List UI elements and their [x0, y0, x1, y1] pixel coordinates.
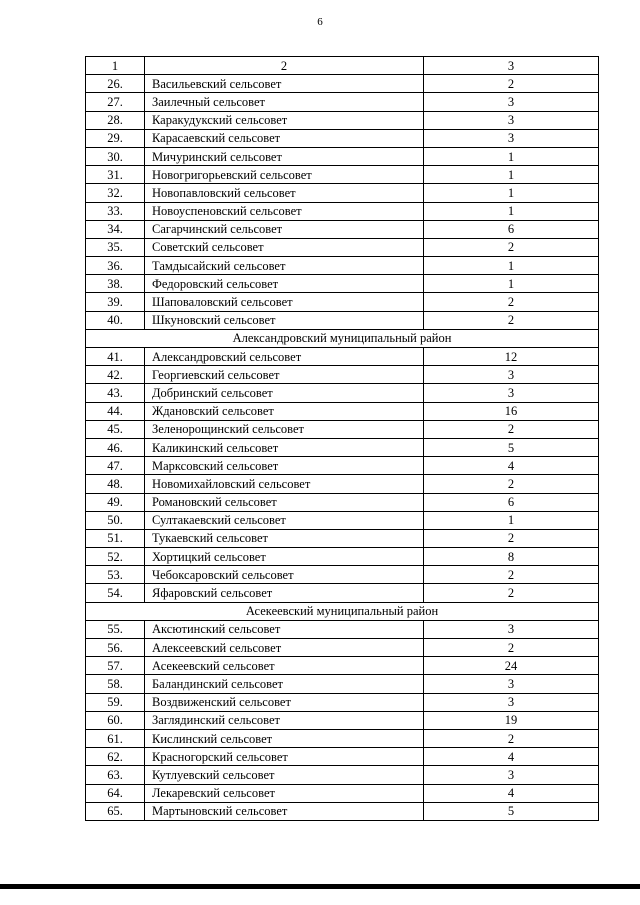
- row-name: Ждановский сельсовет: [145, 402, 424, 420]
- table-row: [86, 257, 599, 275]
- row-number: 49.: [86, 493, 145, 511]
- row-name: Зеленорощинский сельсовет: [145, 420, 424, 438]
- row-number: 30.: [86, 147, 145, 165]
- row-number: 61.: [86, 729, 145, 747]
- row-name: Яфаровский сельсовет: [145, 584, 424, 602]
- row-number: 27.: [86, 93, 145, 111]
- table-row: [86, 620, 599, 638]
- row-name: Шаповаловский сельсовет: [145, 293, 424, 311]
- row-name: Красногорский сельсовет: [145, 748, 424, 766]
- table-row: [86, 657, 599, 675]
- row-value: 4: [424, 457, 599, 475]
- row-number: 54.: [86, 584, 145, 602]
- row-number: 55.: [86, 620, 145, 638]
- header-col-value: 3: [424, 57, 599, 75]
- row-number: 48.: [86, 475, 145, 493]
- row-name: Добринский сельсовет: [145, 384, 424, 402]
- table-row: [86, 748, 599, 766]
- table-row: [86, 420, 599, 438]
- table-row: [86, 639, 599, 657]
- page-number: 6: [317, 16, 323, 28]
- table-row: [86, 548, 599, 566]
- section-title: Асекеевский муниципальный район: [86, 602, 599, 620]
- row-number: 53.: [86, 566, 145, 584]
- municipalities-table: [85, 56, 599, 821]
- table-row: [86, 511, 599, 529]
- row-number: 46.: [86, 438, 145, 456]
- row-name: Алексеевский сельсовет: [145, 639, 424, 657]
- row-number: 45.: [86, 420, 145, 438]
- row-value: 2: [424, 639, 599, 657]
- table-row: [86, 93, 599, 111]
- row-number: 51.: [86, 529, 145, 547]
- table-row: [86, 147, 599, 165]
- row-name: Мартыновский сельсовет: [145, 802, 424, 820]
- row-number: 41.: [86, 348, 145, 366]
- row-name: Заилечный сельсовет: [145, 93, 424, 111]
- row-value: 2: [424, 311, 599, 329]
- row-name: Каракудукский сельсовет: [145, 111, 424, 129]
- row-name: Каликинский сельсовет: [145, 438, 424, 456]
- header-col-name: 2: [145, 57, 424, 75]
- table-row: [86, 166, 599, 184]
- row-number: 33.: [86, 202, 145, 220]
- table-row: [86, 366, 599, 384]
- table-row: [86, 129, 599, 147]
- table-row: [86, 475, 599, 493]
- row-value: 2: [424, 529, 599, 547]
- row-value: 1: [424, 147, 599, 165]
- row-number: 26.: [86, 75, 145, 93]
- row-number: 62.: [86, 748, 145, 766]
- table-row: [86, 111, 599, 129]
- row-value: 5: [424, 438, 599, 456]
- table-row: [86, 675, 599, 693]
- row-value: 5: [424, 802, 599, 820]
- row-value: 2: [424, 293, 599, 311]
- row-value: 3: [424, 93, 599, 111]
- row-value: 4: [424, 748, 599, 766]
- row-number: 31.: [86, 166, 145, 184]
- row-number: 39.: [86, 293, 145, 311]
- row-number: 57.: [86, 657, 145, 675]
- row-name: Марксовский сельсовет: [145, 457, 424, 475]
- row-name: Тукаевский сельсовет: [145, 529, 424, 547]
- row-name: Федоровский сельсовет: [145, 275, 424, 293]
- row-value: 3: [424, 675, 599, 693]
- row-value: 3: [424, 693, 599, 711]
- row-value: 2: [424, 475, 599, 493]
- row-name: Лекаревский сельсовет: [145, 784, 424, 802]
- row-name: Шкуновский сельсовет: [145, 311, 424, 329]
- row-value: 1: [424, 166, 599, 184]
- table-row: [86, 75, 599, 93]
- table-header-row: [86, 57, 599, 75]
- row-name: Новопавловский сельсовет: [145, 184, 424, 202]
- row-number: 60.: [86, 711, 145, 729]
- table-row: [86, 711, 599, 729]
- row-value: 1: [424, 511, 599, 529]
- table-row: [86, 238, 599, 256]
- row-name: Кутлуевский сельсовет: [145, 766, 424, 784]
- row-number: 44.: [86, 402, 145, 420]
- table-row: [86, 493, 599, 511]
- row-name: Новогригорьевский сельсовет: [145, 166, 424, 184]
- row-value: 2: [424, 75, 599, 93]
- row-name: Советский сельсовет: [145, 238, 424, 256]
- row-number: 47.: [86, 457, 145, 475]
- table-row: [86, 693, 599, 711]
- row-number: 63.: [86, 766, 145, 784]
- row-value: 2: [424, 420, 599, 438]
- table-row: [86, 766, 599, 784]
- row-number: 32.: [86, 184, 145, 202]
- section-row: [86, 602, 599, 620]
- row-name: Султакаевский сельсовет: [145, 511, 424, 529]
- table-row: [86, 202, 599, 220]
- row-name: Баландинский сельсовет: [145, 675, 424, 693]
- row-name: Сагарчинский сельсовет: [145, 220, 424, 238]
- row-value: 1: [424, 257, 599, 275]
- row-name: Заглядинский сельсовет: [145, 711, 424, 729]
- row-name: Тамдысайский сельсовет: [145, 257, 424, 275]
- row-value: 2: [424, 238, 599, 256]
- table-row: [86, 529, 599, 547]
- row-name: Асекеевский сельсовет: [145, 657, 424, 675]
- table-row: [86, 184, 599, 202]
- row-name: Аксютинский сельсовет: [145, 620, 424, 638]
- header-col-number: 1: [86, 57, 145, 75]
- table-row: [86, 293, 599, 311]
- row-value: 12: [424, 348, 599, 366]
- table-row: [86, 275, 599, 293]
- table-row: [86, 584, 599, 602]
- row-name: Александровский сельсовет: [145, 348, 424, 366]
- row-number: 59.: [86, 693, 145, 711]
- table-row: [86, 802, 599, 820]
- table-row: [86, 311, 599, 329]
- table-row: [86, 348, 599, 366]
- row-number: 64.: [86, 784, 145, 802]
- row-name: Георгиевский сельсовет: [145, 366, 424, 384]
- row-name: Романовский сельсовет: [145, 493, 424, 511]
- table-row: [86, 220, 599, 238]
- row-value: 3: [424, 620, 599, 638]
- row-value: 2: [424, 584, 599, 602]
- row-number: 38.: [86, 275, 145, 293]
- row-name: Воздвиженский сельсовет: [145, 693, 424, 711]
- row-value: 16: [424, 402, 599, 420]
- row-name: Новоуспеновский сельсовет: [145, 202, 424, 220]
- row-value: 6: [424, 220, 599, 238]
- section-title: Александровский муниципальный район: [86, 329, 599, 347]
- row-number: 29.: [86, 129, 145, 147]
- row-number: 58.: [86, 675, 145, 693]
- row-value: 8: [424, 548, 599, 566]
- row-number: 42.: [86, 366, 145, 384]
- row-value: 1: [424, 275, 599, 293]
- row-value: 4: [424, 784, 599, 802]
- row-name: Карасаевский сельсовет: [145, 129, 424, 147]
- row-number: 34.: [86, 220, 145, 238]
- table-row: [86, 402, 599, 420]
- row-value: 3: [424, 111, 599, 129]
- row-value: 24: [424, 657, 599, 675]
- bottom-scan-border: [0, 884, 640, 889]
- row-value: 6: [424, 493, 599, 511]
- row-value: 2: [424, 729, 599, 747]
- row-number: 43.: [86, 384, 145, 402]
- row-value: 2: [424, 566, 599, 584]
- row-number: 52.: [86, 548, 145, 566]
- row-name: Чебоксаровский сельсовет: [145, 566, 424, 584]
- table-body: [86, 57, 599, 821]
- row-value: 19: [424, 711, 599, 729]
- row-name: Кислинский сельсовет: [145, 729, 424, 747]
- row-value: 1: [424, 202, 599, 220]
- table-row: [86, 566, 599, 584]
- row-name: Новомихайловский сельсовет: [145, 475, 424, 493]
- row-name: Хортицкий сельсовет: [145, 548, 424, 566]
- row-number: 36.: [86, 257, 145, 275]
- row-name: Васильевский сельсовет: [145, 75, 424, 93]
- row-number: 65.: [86, 802, 145, 820]
- table-row: [86, 438, 599, 456]
- table-row: [86, 784, 599, 802]
- row-number: 50.: [86, 511, 145, 529]
- section-row: [86, 329, 599, 347]
- row-number: 28.: [86, 111, 145, 129]
- table-row: [86, 384, 599, 402]
- row-value: 3: [424, 129, 599, 147]
- table-row: [86, 457, 599, 475]
- row-number: 56.: [86, 639, 145, 657]
- row-value: 1: [424, 184, 599, 202]
- row-value: 3: [424, 766, 599, 784]
- row-number: 35.: [86, 238, 145, 256]
- row-value: 3: [424, 366, 599, 384]
- row-value: 3: [424, 384, 599, 402]
- row-name: Мичуринский сельсовет: [145, 147, 424, 165]
- row-number: 40.: [86, 311, 145, 329]
- table-row: [86, 729, 599, 747]
